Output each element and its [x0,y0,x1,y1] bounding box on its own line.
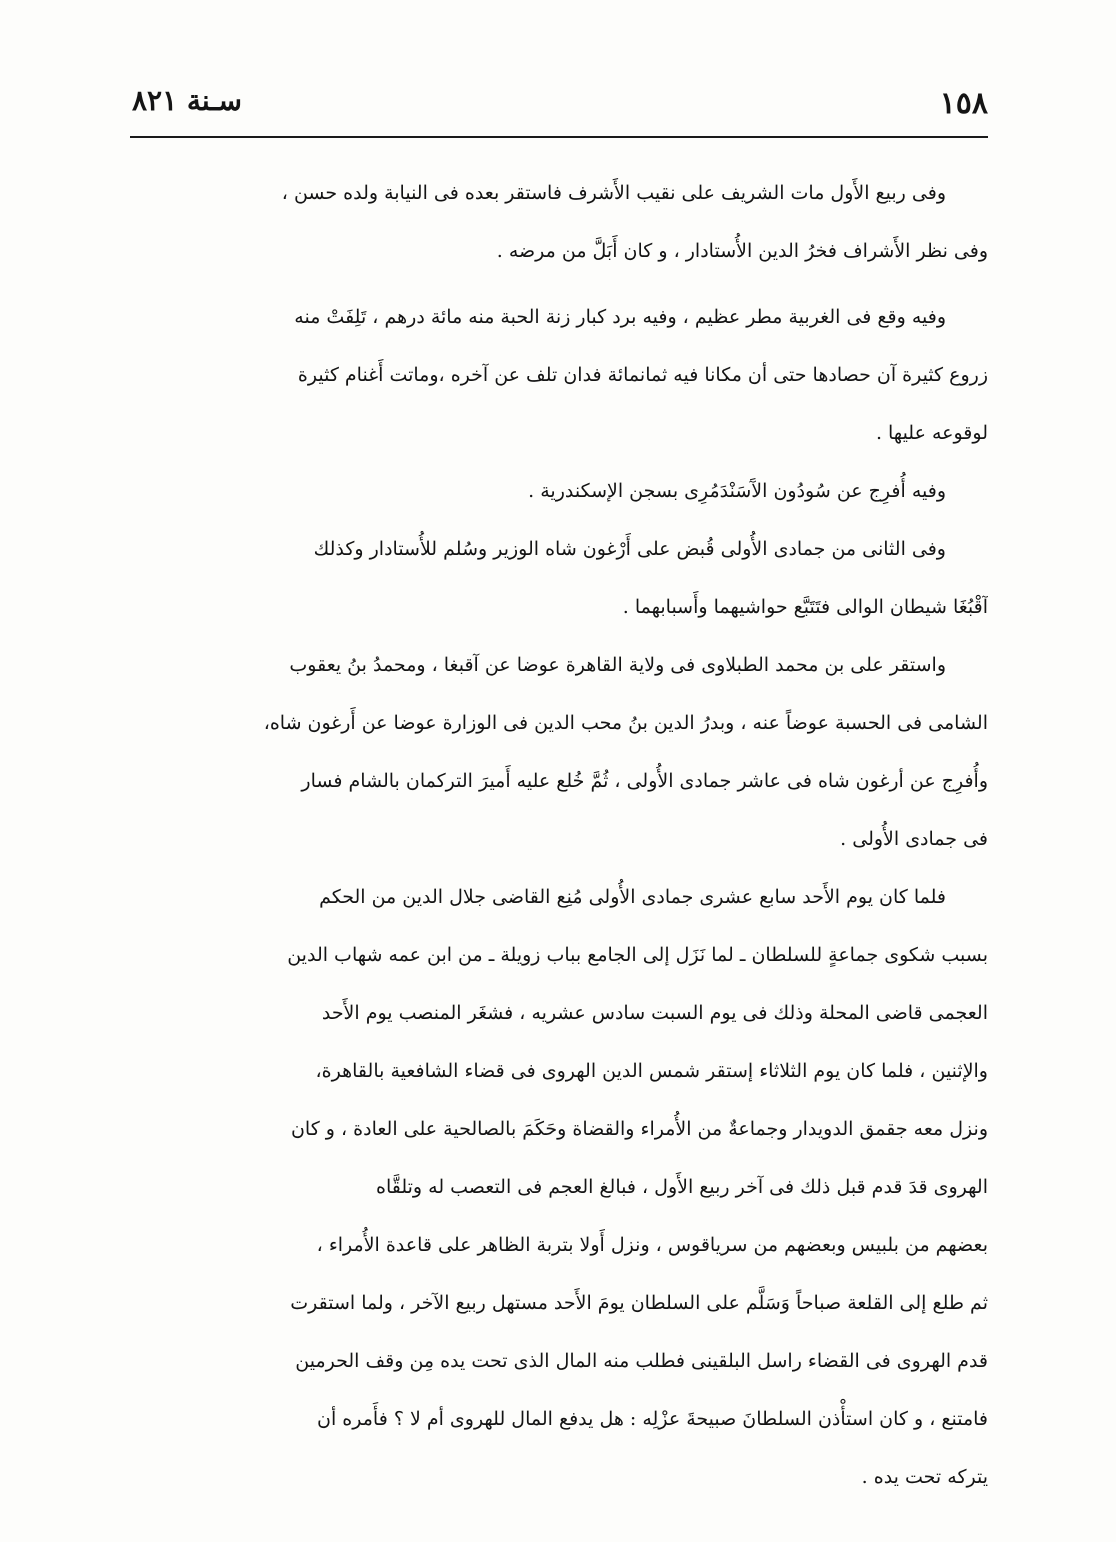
text-line: وفى الثانى من جمادى الأُولى قُبض على أَرْغون شاه الوزير وسُلم للأُستادار وكذلك [313,538,946,560]
paragraph [132,462,988,520]
text-line: واستقر على بن محمد الطبلاوى فى ولاية القاهرة عوضا عن آقبغا ، ومحمدُ بنُ يعقوب [289,654,946,676]
text-line: آقْبُغَا شيطان الوالى فتَتَبَّع حواشيهما وأَسبابهما . [622,596,988,618]
text-line: فلما كان يوم الأَحد سابع عشرى جمادى الأُولى مُنِع القاضى جلال الدين من الحكم [319,886,946,908]
text-line: العجمى قاضى المحلة وذلك فى يوم السبت سادس عشريه ، فشغَر المنصب يوم الأَحد [321,1002,988,1024]
header-rule [130,136,988,138]
text-line: وفى ربيع الأَول مات الشريف على نقيب الأَشرف فاستقر بعده فى النيابة ولده حسن ، [281,182,946,204]
text-line: قدم الهروى فى القضاء راسل البلقينى فطلب منه المال الذى تحت يده مِن وقف الحرمين [295,1350,988,1372]
paragraph [132,520,988,636]
text-line: ونزل معه جقمق الدويدار وجماعةٌ من الأُمراء والقضاة وحَكَمَ بالصالحية على العادة ، و كان [290,1118,988,1140]
text-line: بعضهم من بلبيس وبعضهم من سرياقوس ، ونزل أَولا بتربة الظاهر على قاعدة الأُمراء ، [316,1234,988,1256]
text-line: لوقوعه عليها . [875,422,988,444]
paragraph [132,288,988,462]
text-line: فامتنع ، و كان استأْذن السلطانَ صبيحةَ عزْلِه : هل يدفع المال للهروى أم لا ؟ فأَمره أن [317,1408,988,1430]
text-line: والإثنين ، فلما كان يوم الثلاثاء إستقر شمس الدين الهروى فى قضاء الشافعية بالقاهرة، [315,1060,988,1082]
text-line: فى جمادى الأُولى . [840,828,988,850]
text-line: وفيه وقع فى الغربية مطر عظيم ، وفيه برد كبار زنة الحبة منه مائة درهم ، تَلِفَتْ منه [294,306,946,328]
body-text [132,164,988,1506]
text-line: ثم طلع إلى القلعة صباحاً وَسَلَّم على السلطان يومَ الأَحد مستهل ربيع الآخر ، ولما استقرت [290,1292,988,1314]
text-line: يتركه تحت يده . [861,1466,988,1488]
text-line: وفيه أُفرِج عن سُودُون الآَسَنْدَمُرِى بسجن الإسكندرية . [528,480,946,502]
running-head-year: سـنة ٨٢١ [132,84,242,117]
text-line: الشامى فى الحسبة عوضاً عنه ، وبدرُ الدين بنُ محب الدين فى الوزارة عوضا عن أَرغون شاه، [263,712,988,734]
text-line: وفى نظر الأَشراف فخرُ الدين الأُستادار ، و كان أَبَلَّ من مرضه . [496,240,988,262]
page-header [132,80,988,130]
paragraph [132,164,988,280]
text-line: بسبب شكوى جماعةٍ للسلطان ـ لما نَزَل إلى الجامع بباب زويلة ـ من ابن عمه شهاب الدين [287,944,988,966]
page-number: ١٥٨ [939,86,988,121]
paragraph [132,868,988,1506]
text-line: زروع كثيرة آن حصادها حتى أن مكانا فيه ثمانمائة فدان تلف عن آخره ،وماتت أَغنام كثيرة [297,364,988,386]
text-line: وأُفرِج عن أرغون شاه فى عاشر جمادى الأُولى ، ثُمَّ خُلع عليه أَميرَ التركمان بالشام فسار [301,770,988,792]
text-line: الهروى قدَ قدم قبل ذلك فى آخر ربيع الأَول ، فبالغ العجم فى التعصب له وتلقَّاه [375,1176,988,1198]
paragraph [132,636,988,868]
